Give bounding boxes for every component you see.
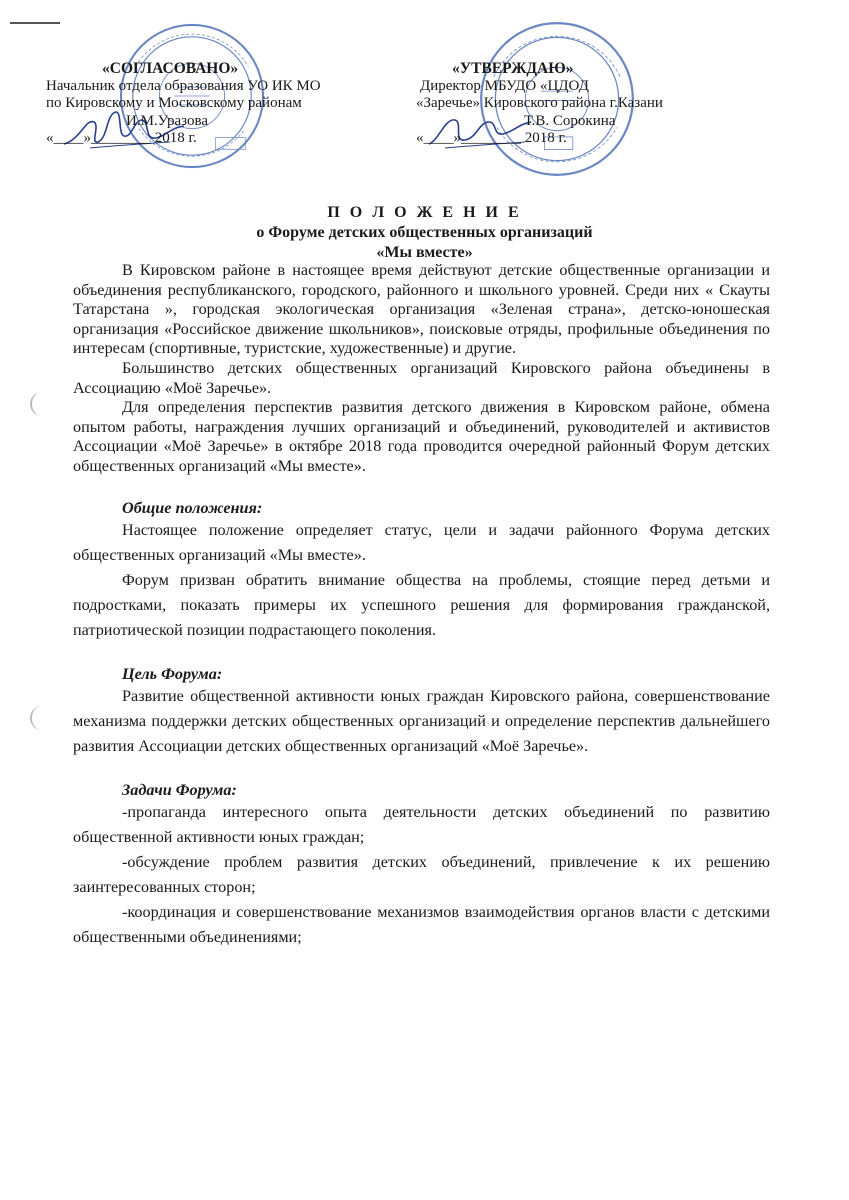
list-item: -пропаганда интересного опыта деятельности детских объединений по развитию общественной активности юных граждан; (73, 803, 770, 847)
approver-position: Начальник отдела образования УО ИК МО (46, 77, 321, 94)
title-subject: о Форуме детских общественных организаций (256, 224, 593, 241)
section-heading: Цель Форума: (122, 664, 223, 683)
paragraph: В Кировском районе в настоящее время действуют детские общественные организации и объединения республиканского, городского, районного и школьного уровней. Среди них « Скауты Татарстана », городская экологическая организация «Зеленая страна», детско-юношеская организация «Российское движение школьников», поисковые отряды, профильные объединения по интересам (спортивные, туристские, художественные) и другие. (73, 261, 770, 358)
paragraph: Развитие общественной активности юных граждан Кировского района, совершенствование механизма поддержки детских общественных организаций и определение перспектив дальнейшего развития Ассоциации детских общественных организаций «Моё Заречье». (73, 686, 770, 755)
document-title (0, 203, 849, 263)
approval-block-right (416, 60, 716, 148)
list-item: -координация и совершенствование механизмов взаимодействия органов власти с детскими общественными объединениями; (73, 903, 770, 947)
punch-hole-mark (30, 706, 54, 730)
paragraph: Форум призван обратить внимание общества на проблемы, стоящие перед детьми и подростками, показать примеры их успешного решения для формирования гражданской, патриотической позиции подрастающего поколения. (73, 570, 770, 639)
scan-edge-mark (10, 22, 60, 24)
document-body (73, 261, 770, 950)
title-line: П О Л О Ж Е Н И Е (327, 204, 522, 221)
approver-position: Директор МБУДО «ЦДОД (420, 77, 589, 94)
tasks-section (73, 800, 770, 950)
approver-organization: «Заречье» Кировского района г.Казани (416, 95, 663, 111)
list-item: -обсуждение проблем развития детских объединений, привлечение к их решению заинтересованных сторон; (73, 853, 770, 897)
approver-department: по Кировскому и Московскому районам (46, 95, 302, 111)
paragraph: Настоящее положение определяет статус, цели и задачи районного Форума детских общественных организаций «Мы вместе». (73, 520, 770, 564)
approval-date: «____»________ 2018 г. (416, 130, 567, 146)
section-heading: Общие положения: (122, 498, 263, 517)
approver-name: Т.В. Сорокина (524, 112, 616, 129)
approver-name: И.М.Уразова (126, 112, 209, 129)
punch-hole-mark (30, 392, 54, 416)
approval-heading: «УТВЕРЖДАЮ» (452, 60, 574, 77)
goal-section (73, 684, 770, 759)
intro-section (73, 261, 770, 477)
title-forum-name: «Мы вместе» (376, 244, 473, 261)
general-section (73, 518, 770, 643)
paragraph: Большинство детских общественных организаций Кировского района объединены в Ассоциацию «Моё Заречье». (73, 358, 770, 397)
approval-date: «____»________ 2018 г. (46, 130, 197, 146)
approval-heading: «СОГЛАСОВАНО» (102, 60, 239, 77)
section-heading: Задачи Форума: (122, 780, 237, 799)
approval-block-left (46, 60, 386, 148)
paragraph: Для определения перспектив развития детского движения в Кировском районе, обмена опытом работы, награждения лучших организаций и объединений, руководителей и активистов Ассоциации «Моё Заречье» в октябре 2018 года проводится очередной районный Форум детских общественных организаций «Мы вместе». (73, 398, 770, 475)
